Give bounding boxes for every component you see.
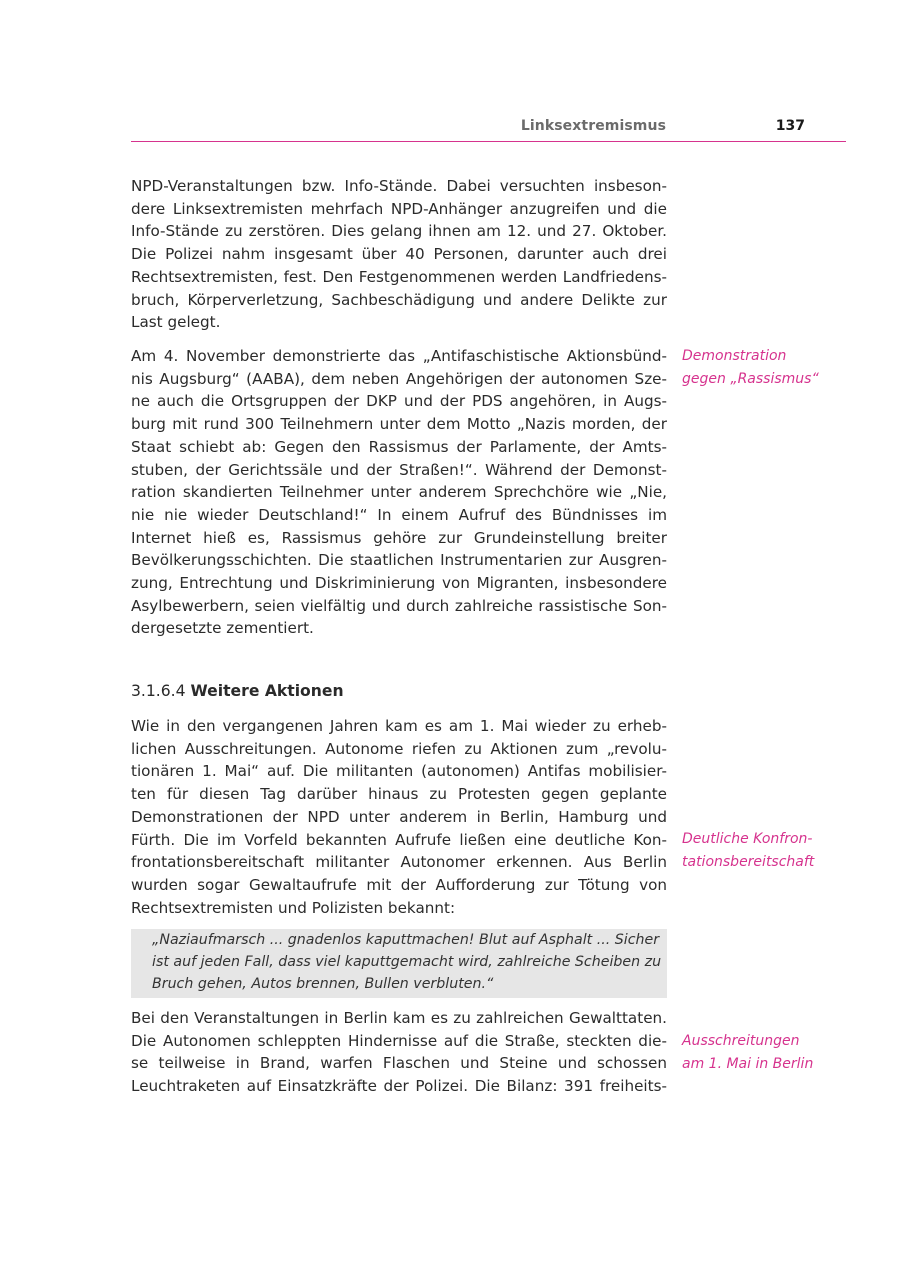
paragraph-npd-infostaende: [131, 175, 667, 334]
text-line: Rechtsextremisten, fest. Den Festgenommenen werden Landfriedens-: [131, 267, 667, 286]
text-line: zung, Entrechtung und Diskriminierung von Migranten, insbesondere: [131, 574, 667, 593]
margin-note-line: Ausschreitungen: [682, 1033, 800, 1049]
text-line: ne auch die Ortsgruppen der DKP und der PDS angehören, in Augs-: [131, 392, 667, 411]
margin-note-line: gegen „Rassismus“: [682, 370, 819, 387]
text-line: Staat schiebt ab: Gegen den Rassismus der Parlamente, der Amts-: [131, 437, 667, 456]
text-line: Demonstrationen der NPD unter anderem in Berlin, Hamburg und: [131, 807, 667, 826]
margin-note-demonstration: [682, 345, 847, 390]
margin-note-konfrontation: [682, 828, 847, 873]
header-rule: [131, 141, 846, 142]
text-line: lichen Ausschreitungen. Autonome riefen zu Aktionen zum „revolu-: [131, 739, 667, 758]
section-heading: [131, 682, 344, 700]
text-line: NPD-Veranstaltungen bzw. Info-Stände. Dabei versuchten insbeson-: [131, 177, 667, 195]
text-line: se teilweise in Brand, warfen Flaschen und Steine und schossen: [131, 1054, 667, 1073]
running-head: [131, 118, 846, 138]
paragraph-berlin-gewalttaten: [131, 1007, 667, 1098]
text-line: Info-Stände zu zerstören. Dies gelang ihnen am 12. und 27. Oktober.: [131, 222, 667, 241]
text-line: Bei den Veranstaltungen in Berlin kam es zu zahlreichen Gewalttaten.: [131, 1009, 667, 1027]
text-line: Asylbewerbern, seien vielfältig und durch zahlreiche rassistische Son-: [131, 596, 667, 615]
margin-note-ausschreitungen: [682, 1030, 847, 1075]
text-line: Leuchtraketen auf Einsatzkräfte der Polizei. Die Bilanz: 391 freiheits-: [131, 1077, 667, 1096]
text-line: Bevölkerungsschichten. Die staatlichen Instrumentarien zur Ausgren-: [131, 551, 667, 570]
text-line: Last gelegt.: [131, 313, 221, 332]
margin-note-line: Deutliche Konfron-: [682, 831, 813, 847]
text-line: burg mit rund 300 Teilnehmern unter dem Motto „Nazis morden, der: [131, 415, 667, 434]
quote-line: Bruch gehen, Autos brennen, Bullen verbluten.“: [152, 976, 494, 992]
text-line: stuben, der Gerichtssäle und der Straßen!“. Während der Demonst-: [131, 460, 667, 479]
section-title: Weitere Aktionen: [190, 682, 344, 700]
quote-box: [131, 929, 667, 998]
text-line: Fürth. Die im Vorfeld bekannten Aufrufe ließen eine deutliche Kon-: [131, 830, 667, 849]
text-line: nis Augsburg“ (AABA), dem neben Angehörigen der autonomen Sze-: [131, 369, 667, 388]
margin-note-line: Demonstration: [682, 348, 787, 364]
text-line: ten für diesen Tag darüber hinaus zu Protesten gegen geplante: [131, 785, 667, 804]
paragraph-aaba-demonstration: [131, 345, 667, 640]
text-line: dergesetzte zementiert.: [131, 619, 314, 638]
text-line: tionären 1. Mai“ auf. Die militanten (autonomen) Antifas mobilisier-: [131, 762, 667, 781]
text-line: nie nie wieder Deutschland!“ In einem Aufruf des Bündnisses im: [131, 505, 667, 524]
margin-note-line: am 1. Mai in Berlin: [682, 1055, 814, 1072]
text-line: wurden sogar Gewaltaufrufe mit der Aufforderung zur Tötung von: [131, 875, 667, 894]
margin-note-line: tationsbereitschaft: [682, 853, 815, 870]
text-line: Am 4. November demonstrierte das „Antifaschistische Aktionsbünd-: [131, 347, 667, 365]
quote-line: „Naziaufmarsch ... gnadenlos kaputtmachen! Blut auf Asphalt ... Sicher: [152, 932, 660, 948]
text-line: ration skandierten Teilnehmer unter anderem Sprechchöre wie „Nie,: [131, 483, 667, 502]
page-number: 137: [775, 118, 805, 134]
text-line: dere Linksextremisten mehrfach NPD-Anhänger anzugreifen und die: [131, 199, 667, 218]
text-line: Wie in den vergangenen Jahren kam es am 1. Mai wieder zu erheb-: [131, 717, 667, 735]
block-quote: [152, 929, 662, 995]
text-line: Internet hieß es, Rassismus gehöre zur Grundeinstellung breiter: [131, 528, 667, 547]
text-line: Die Polizei nahm insgesamt über 40 Personen, darunter auch drei: [131, 245, 667, 264]
text-line: frontationsbereitschaft militanter Autonomer erkennen. Aus Berlin: [131, 853, 667, 872]
quote-line: ist auf jeden Fall, dass viel kaputtgemacht wird, zahlreiche Scheiben zu: [152, 954, 662, 970]
text-line: bruch, Körperverletzung, Sachbeschädigung und andere Delikte zur: [131, 290, 667, 309]
paragraph-weitere-aktionen: [131, 715, 667, 919]
text-line: Rechtsextremisten und Polizisten bekannt:: [131, 898, 456, 917]
running-title: Linksextremismus: [520, 118, 666, 134]
text-line: Die Autonomen schleppten Hindernisse auf die Straße, steckten die-: [131, 1031, 667, 1050]
section-number: 3.1.6.4: [131, 682, 186, 700]
